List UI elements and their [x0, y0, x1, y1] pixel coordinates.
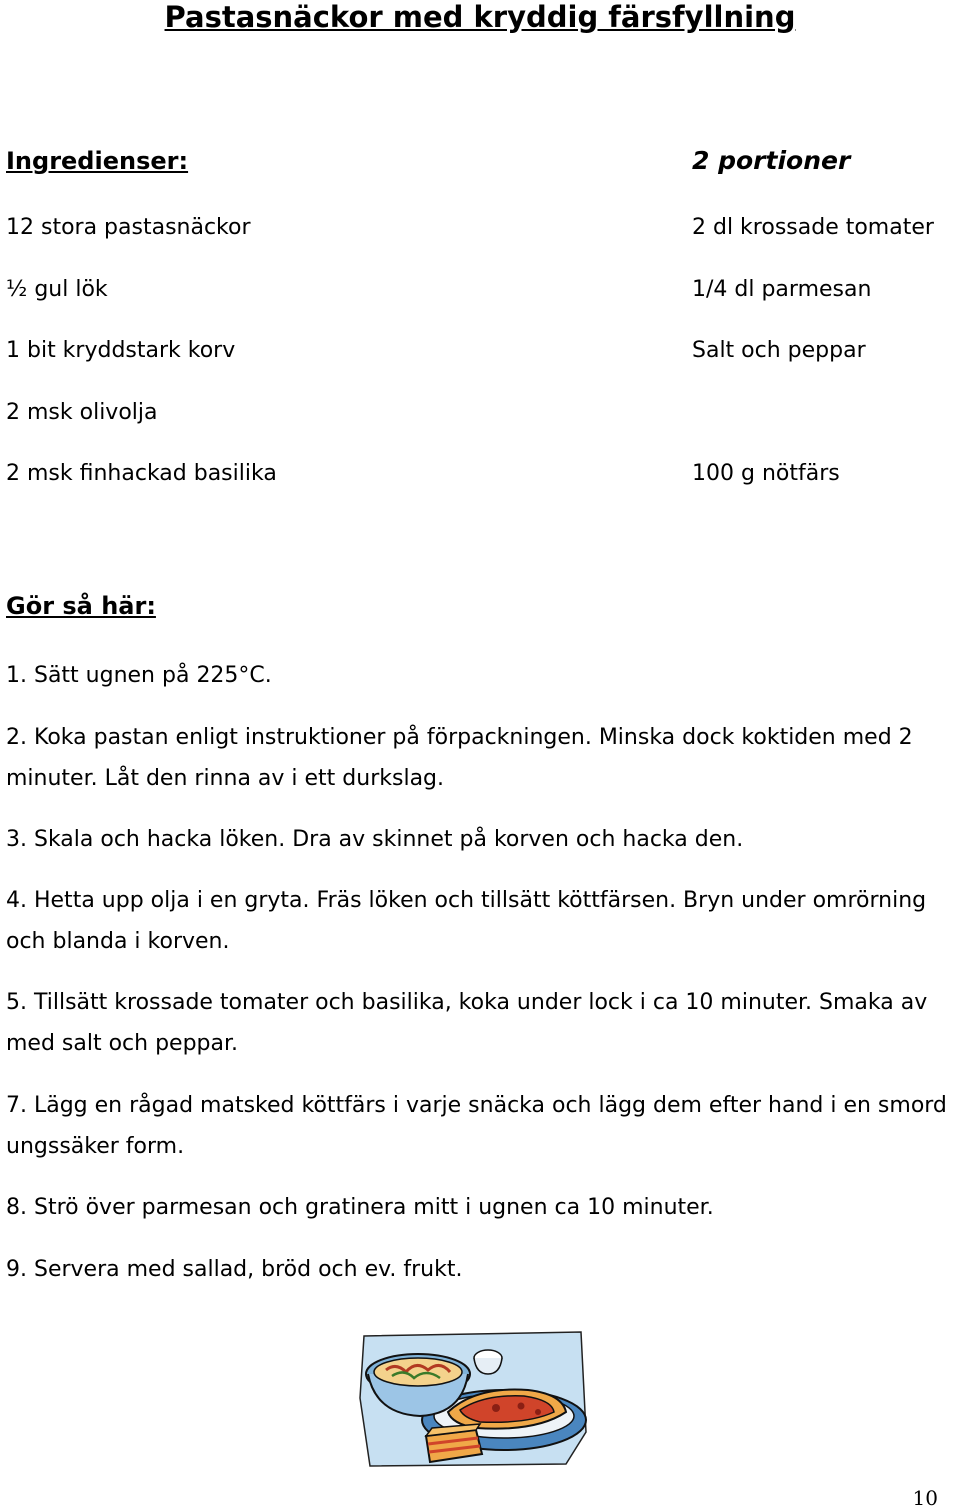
method-step: 2. Koka pastan enligt instruktioner på förpackningen. Minska dock koktiden med 2 minuter. Låt den rinna av i ett durkslag. [6, 725, 913, 791]
ingredient-item: 2 msk olivolja [6, 400, 158, 425]
method-step: 1. Sätt ugnen på 225°C. [6, 663, 272, 688]
method-step: 4. Hetta upp olja i en gryta. Fräs löken och tillsätt köttfärsen. Bryn under omrörning och blanda i korven. [6, 888, 927, 954]
method-heading: Gör så här: [6, 592, 156, 620]
ingredient-item: Salt och peppar [692, 338, 866, 363]
ingredient-item: 2 msk finhackad basilika [6, 461, 277, 486]
ingredient-item: 1 bit kryddstark korv [6, 338, 236, 363]
food-plates-illustration [356, 1328, 592, 1470]
ingredients-heading: Ingredienser: [6, 147, 189, 175]
ingredient-item: 12 stora pastasnäckor [6, 215, 251, 240]
servings-label: 2 portioner [692, 146, 851, 175]
ingredient-item: 2 dl krossade tomater [692, 215, 934, 240]
method-step: 7. Lägg en rågad matsked köttfärs i varje snäcka och lägg dem efter hand i en smord ungssäker form. [6, 1093, 947, 1159]
method-step: 3. Skala och hacka löken. Dra av skinnet på korven och hacka den. [6, 827, 744, 852]
method-step: 8. Strö över parmesan och gratinera mitt i ugnen ca 10 minuter. [6, 1195, 714, 1220]
ingredient-item: 100 g nötfärs [692, 461, 840, 486]
ingredient-item: 1/4 dl parmesan [692, 277, 872, 302]
method-step: 9. Servera med sallad, bröd och ev. frukt. [6, 1257, 463, 1282]
ingredient-item: ½ gul lök [6, 277, 108, 302]
page-number: 10 [912, 1486, 938, 1510]
recipe-title: Pastasnäckor med kryddig färsfyllning [164, 0, 796, 34]
method-step: 5. Tillsätt krossade tomater och basilika, koka under lock i ca 10 minuter. Smaka av med salt och peppar. [6, 990, 928, 1056]
